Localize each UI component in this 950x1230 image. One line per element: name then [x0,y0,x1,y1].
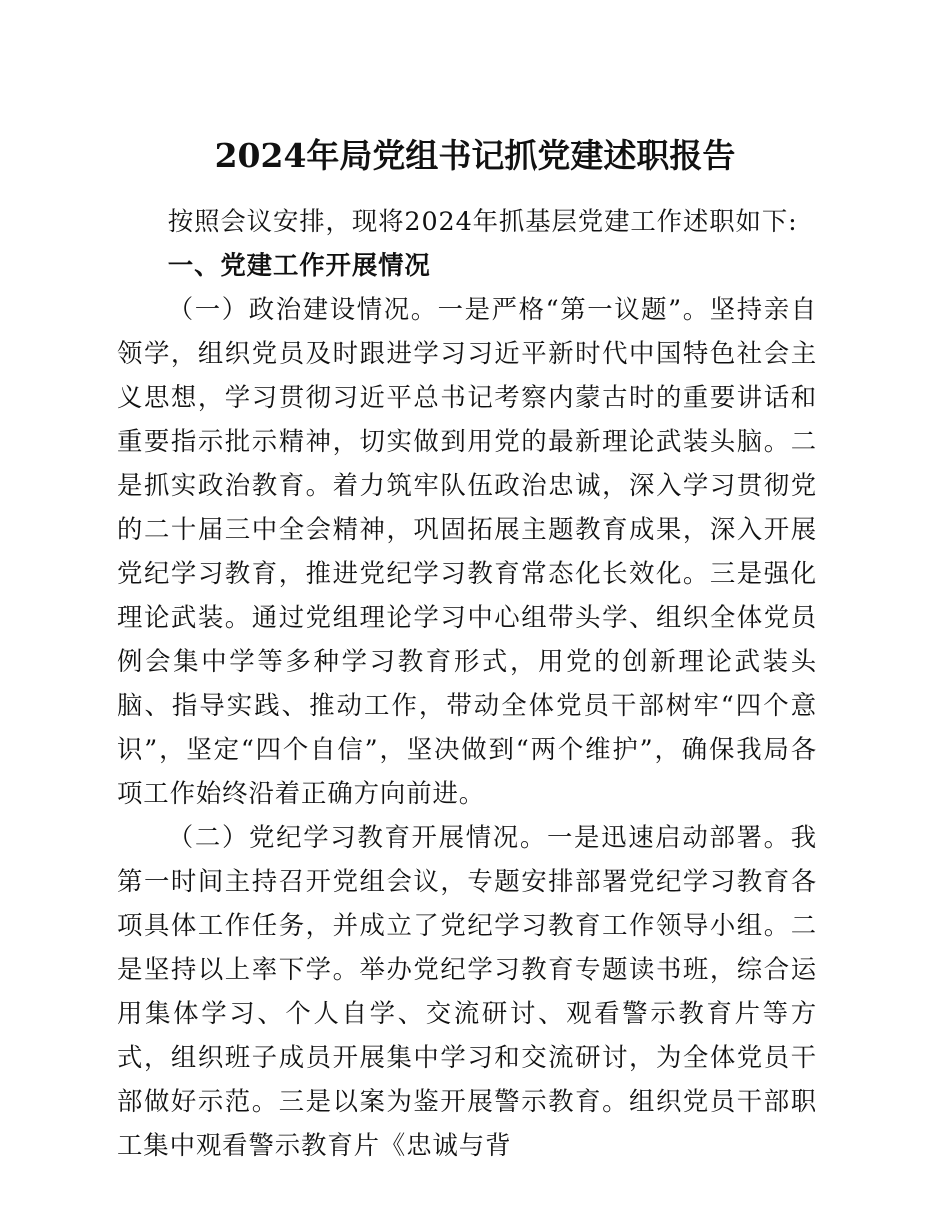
document-title: 2024年局党组书记抓党建述职报告 [214,136,736,175]
section-heading: 一、党建工作开展情况 [167,250,431,280]
document-body [117,199,817,1167]
body-paragraph-discipline-education: （二）党纪学习教育开展情况。一是迅速启动部署。我第一时间主持召开党组会议，专题安排部署党纪学习教育各项具体工作任务，并成立了党纪学习教育工作领导小组。二是坚持以上率下学。举办党纪学习教育专题读书班，综合运用集体学习、个人自学、交流研讨、观看警示教育片等方式，组织班子成员开展集中学习和交流研讨，为全体党员干部做好示范。三是以案为鉴开展警示教育。组织党员干部职工集中观看警示教育片《忠诚与背 [117,822,817,1160]
intro-paragraph: 按照会议安排，现将2024年抓基层党建工作述职如下: [167,206,798,236]
body-paragraph-political-building: （一）政治建设情况。一是严格“第一议题”。坚持亲自领学，组织党员及时跟进学习习近平新时代中国特色社会主义思想，学习贯彻习近平总书记考察内蒙古时的重要讲话和重要指示批示精神，切实做到用党的最新理论武装头脑。二是抓实政治教育。着力筑牢队伍政治忠诚，深入学习贯彻党的二十届三中全会精神，巩固拓展主题教育成果，深入开展党纪学习教育，推进党纪学习教育常态化长效化。三是强化理论武装。通过党组理论学习中心组带头学、组织全体党员例会集中学等多种学习教育形式，用党的创新理论武装头脑、指导实践、推动工作，带动全体党员干部树牢“四个意识”，坚定“四个自信”，坚决做到“两个维护”，确保我局各项工作始终沿着正确方向前进。 [117,294,817,808]
